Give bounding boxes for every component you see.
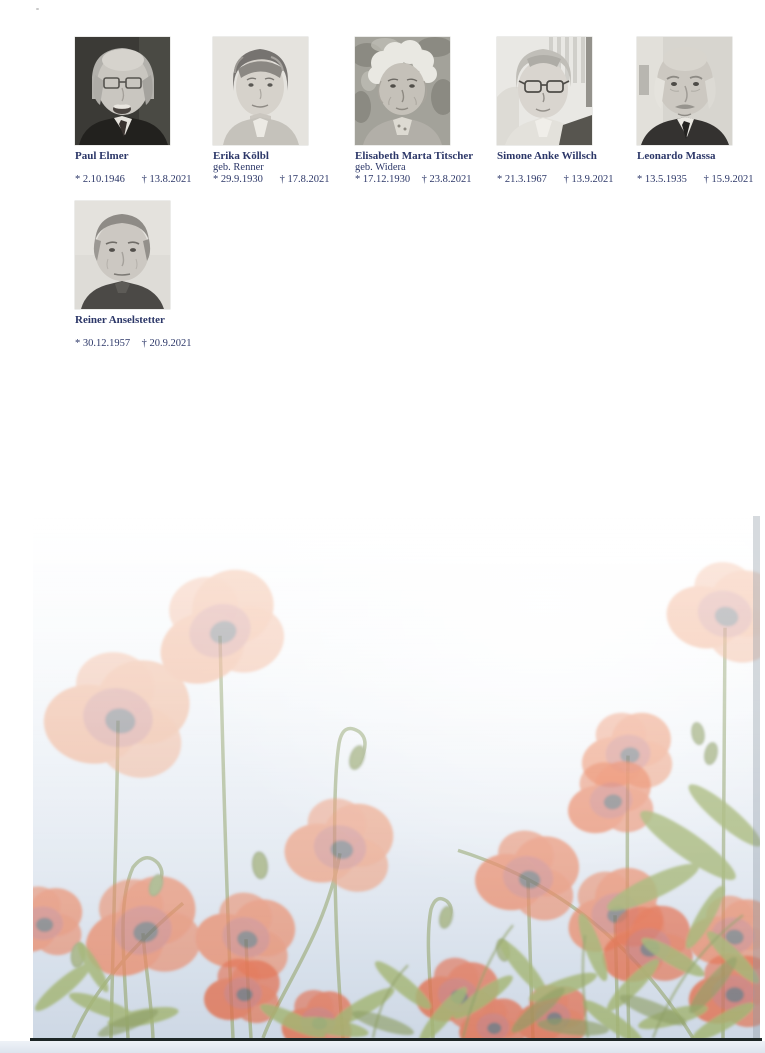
- birth-date: * 2.10.1946: [75, 174, 125, 185]
- memorial-card-erika-koelbl: [213, 37, 355, 186]
- person-name: Simone Anke Willsch: [497, 150, 597, 162]
- person-name: Erika Kölbl: [213, 150, 269, 162]
- scan-bottom-strip: [0, 1041, 765, 1053]
- portrait-photo: [355, 37, 450, 145]
- maiden-name: [637, 162, 765, 173]
- maiden-name: [75, 162, 217, 173]
- birth-date: * 21.3.1967: [497, 174, 547, 185]
- death-date: † 13.8.2021: [141, 174, 192, 185]
- birth-date: * 17.12.1930: [355, 174, 411, 185]
- person-name: Reiner Anselstetter: [75, 314, 165, 326]
- life-dates: [637, 174, 765, 186]
- maiden-name: [497, 162, 639, 173]
- poppy-field-photo: [33, 516, 760, 1038]
- death-date: † 15.9.2021: [703, 174, 754, 185]
- life-dates: [75, 338, 217, 350]
- person-name: Leonardo Massa: [637, 150, 716, 162]
- memorial-card-reiner-anselstetter: [75, 201, 217, 350]
- memorial-card-elisabeth-titscher: [355, 37, 497, 186]
- memorial-card-simone-willsch: [497, 37, 639, 186]
- portrait-photo: [75, 37, 170, 145]
- life-dates: [355, 174, 497, 186]
- portrait-photo: [213, 37, 308, 145]
- maiden-name: geb. Renner: [213, 162, 264, 173]
- death-date: † 13.9.2021: [563, 174, 614, 185]
- memorial-card-paul-elmer: [75, 37, 217, 186]
- death-date: † 20.9.2021: [141, 338, 192, 349]
- birth-date: * 29.9.1930: [213, 174, 263, 185]
- maiden-name: geb. Widera: [355, 162, 406, 173]
- scan-speck: [36, 8, 39, 10]
- life-dates: [497, 174, 639, 186]
- death-date: † 23.8.2021: [421, 174, 472, 185]
- memorial-card-leonardo-massa: [637, 37, 765, 186]
- person-name: Paul Elmer: [75, 150, 129, 162]
- death-date: † 17.8.2021: [279, 174, 330, 185]
- maiden-name: [75, 326, 217, 337]
- portrait-photo: [75, 201, 170, 309]
- birth-date: * 30.12.1957: [75, 338, 131, 349]
- life-dates: [75, 174, 217, 186]
- person-name: Elisabeth Marta Titscher: [355, 150, 474, 162]
- life-dates: [213, 174, 355, 186]
- birth-date: * 13.5.1935: [637, 174, 687, 185]
- portrait-photo: [637, 37, 732, 145]
- portrait-photo: [497, 37, 592, 145]
